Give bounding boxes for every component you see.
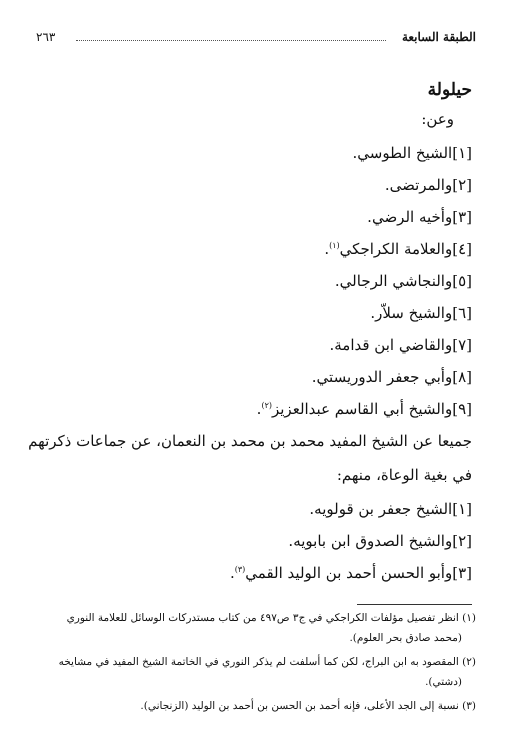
item-number: [٣]: [452, 208, 472, 226]
item-text: وأبي جعفر الدوريستي.: [311, 368, 453, 386]
list-item: [230, 564, 472, 582]
item-text: والشيخ سلاّر.: [370, 304, 453, 322]
list-item: [312, 368, 472, 386]
running-header: [36, 30, 476, 48]
paragraph-line: في بغية الوعاة، منهم:: [336, 466, 472, 484]
list-item: [309, 500, 472, 518]
footnote-separator: [357, 604, 472, 605]
page-number: ٢٦٣: [36, 30, 59, 44]
item-text: الشيخ جعفر بن قولويه.: [309, 500, 453, 518]
item-number: [١]: [452, 144, 472, 162]
header-title: الطبقة السابعة: [398, 30, 476, 44]
item-number: [٤]: [452, 240, 472, 258]
list-item: [324, 240, 472, 258]
item-end: .: [256, 400, 262, 418]
list-item: [367, 208, 472, 226]
footnote-ref: (٢): [261, 401, 272, 410]
footnote-line: (محمد صادق بحر العلوم).: [349, 632, 462, 644]
item-text: والمرتضى.: [384, 176, 453, 194]
header-dot-leader: [76, 40, 386, 41]
section-heading: حيلولة: [427, 80, 472, 100]
item-number: [٣]: [452, 564, 472, 582]
item-number: [٧]: [452, 336, 472, 354]
footnote-line: (دشتي).: [425, 676, 462, 688]
item-end: .: [229, 564, 235, 582]
item-text: والقاضي ابن قدامة.: [329, 336, 453, 354]
item-end: .: [324, 240, 330, 258]
item-text: الشيخ الطوسي.: [352, 144, 453, 162]
list-item: [257, 400, 472, 418]
list-item: [288, 532, 472, 550]
item-text: والعلامة الكراجكي: [339, 240, 453, 258]
list-item: [335, 272, 472, 290]
list-item: [370, 304, 472, 322]
item-text: والنجاشي الرجالي.: [334, 272, 453, 290]
item-number: [٩]: [452, 400, 472, 418]
footnote-ref: (٣): [234, 565, 246, 574]
list-item: [329, 336, 472, 354]
item-number: [٦]: [452, 304, 472, 322]
item-text: وأخيه الرضي.: [367, 208, 453, 226]
footnote-line: (٢) المقصود به ابن البراج، لكن كما أسلفت لم يذكر النوري في الخاتمة الشيخ المفيد في مشايخه: [58, 656, 476, 668]
footnote-line: (١) انظر تفصيل مؤلفات الكراجكي في ج٣ ص٤٩٧ من كتاب مستدركات الوسائل للعلامة النوري: [66, 612, 476, 624]
item-number: [٨]: [452, 368, 472, 386]
footnote-line: (٣) نسبة إلى الجد الأعلى، فإنه أحمد بن الحسن بن أحمد بن الوليد (الزنجاني).: [140, 700, 476, 712]
list-item: [352, 144, 472, 162]
item-number: [٢]: [452, 176, 472, 194]
footnote-ref: (١): [329, 241, 340, 250]
list-item: [385, 176, 472, 194]
intro-line: وعن:: [421, 110, 454, 128]
item-text: وأبو الحسن أحمد بن الوليد القمي: [245, 564, 453, 582]
item-text: والشيخ الصدوق ابن بابويه.: [288, 532, 453, 550]
item-number: [٢]: [452, 532, 472, 550]
item-text: والشيخ أبي القاسم عبدالعزيز: [271, 400, 453, 418]
item-number: [١]: [452, 500, 472, 518]
paragraph-line: جميعا عن الشيخ المفيد محمد بن محمد بن النعمان، عن جماعات ذكرتهم: [28, 432, 472, 450]
item-number: [٥]: [452, 272, 472, 290]
